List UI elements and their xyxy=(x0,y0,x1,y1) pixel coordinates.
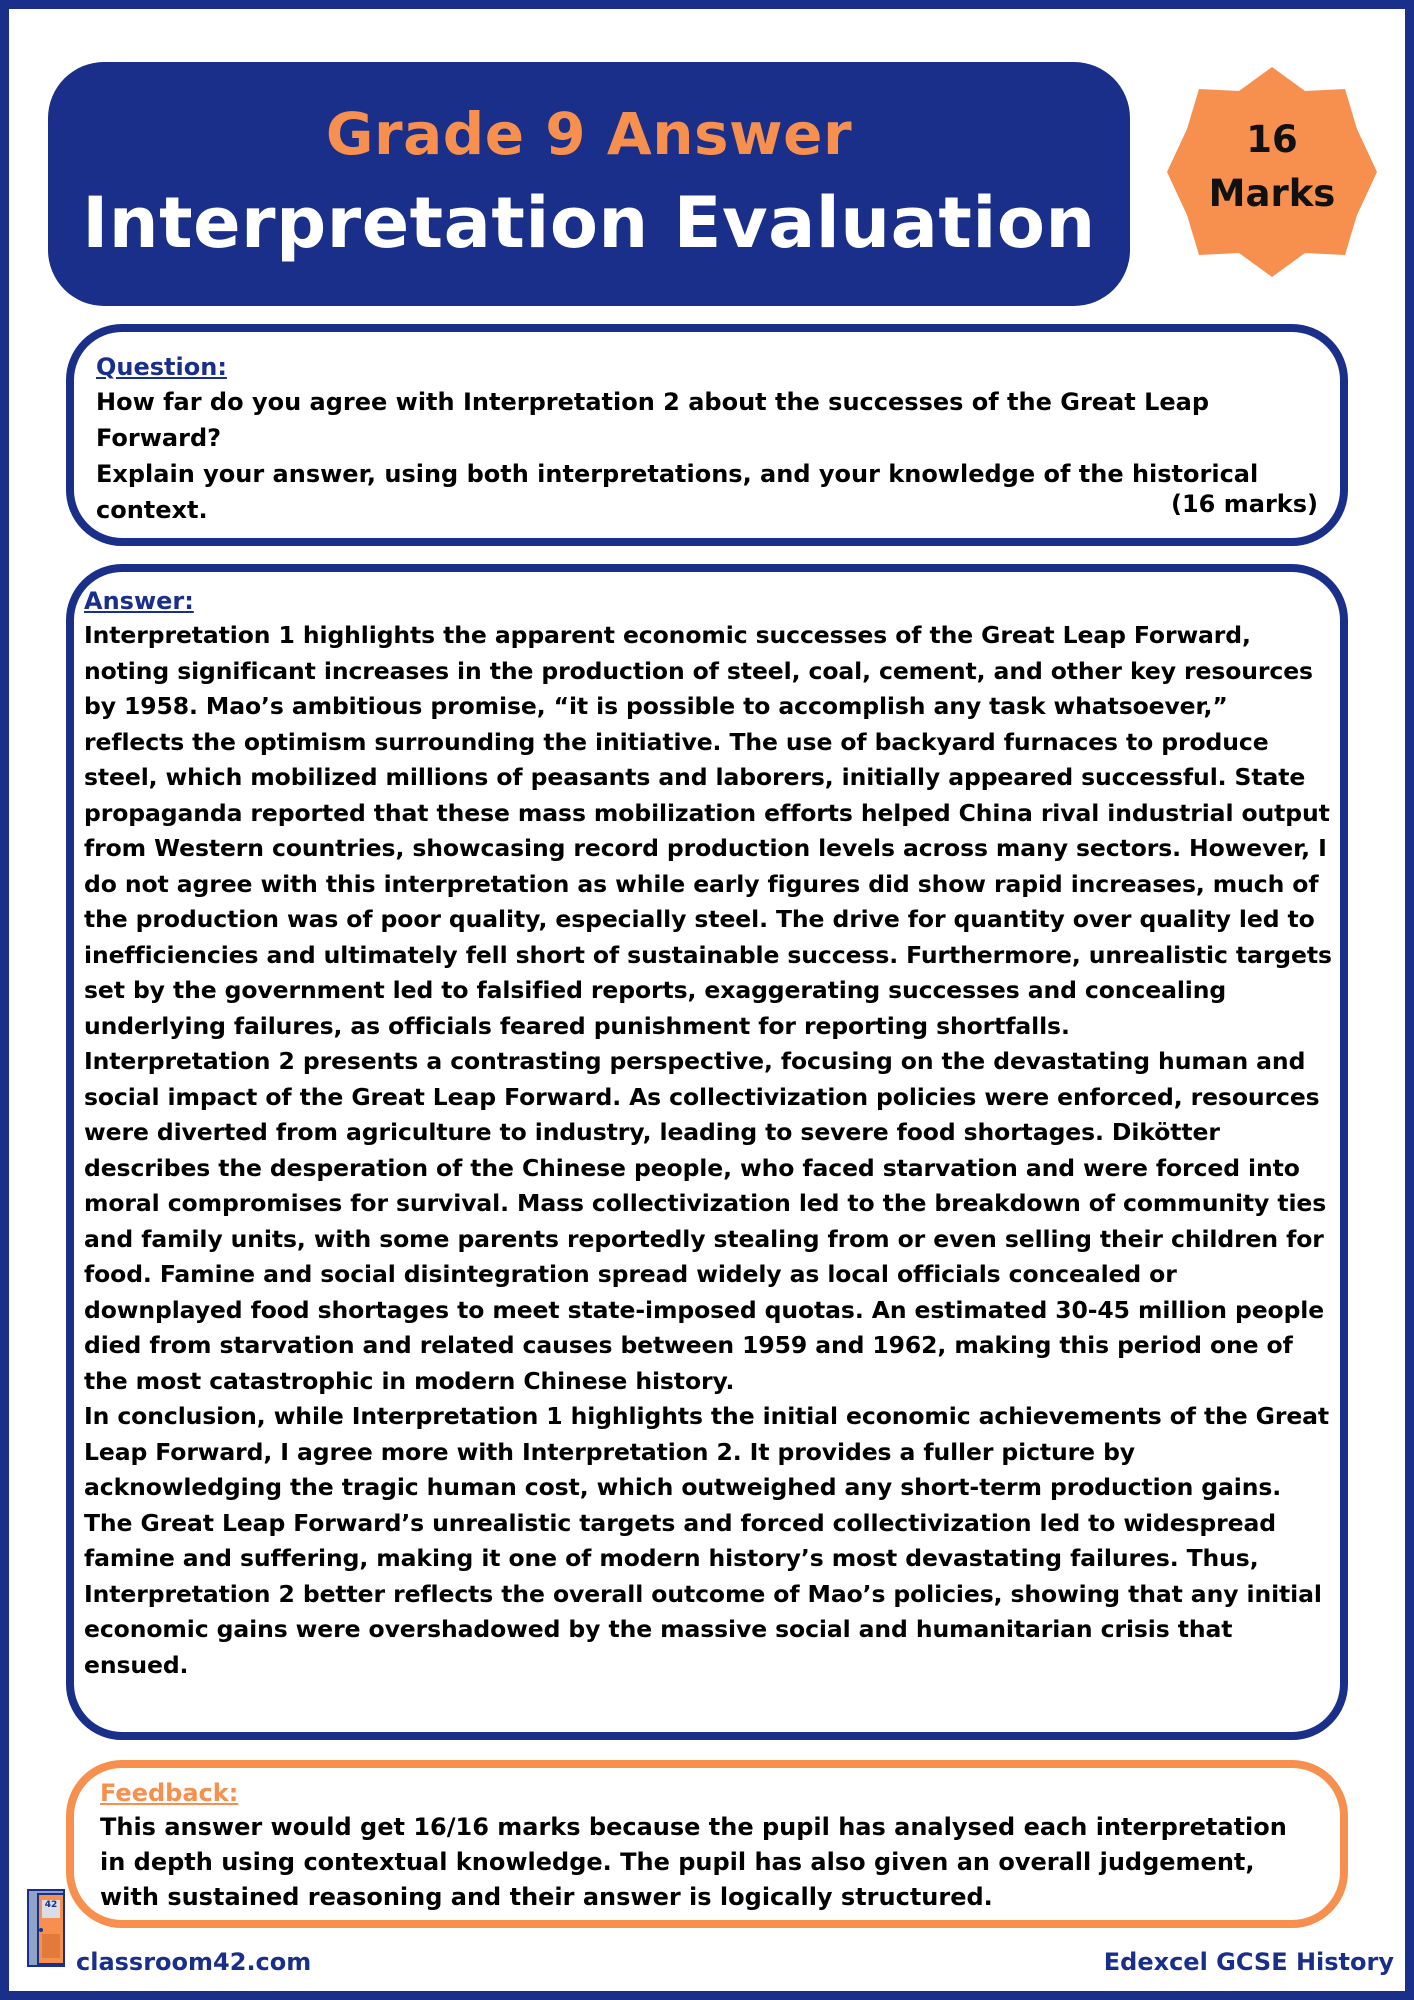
question-marks: (16 marks) xyxy=(1171,490,1318,518)
feedback-text: This answer would get 16/16 marks because the pupil has analysed each interpretation in depth using contextual knowledge. The pupil has also given an overall judgement, with sustained reasoning and their answer is logically structured. xyxy=(100,1813,1287,1911)
page-subtitle: Grade 9 Answer xyxy=(325,100,853,168)
marks-badge-text xyxy=(1165,113,1379,221)
course-label: Edexcel GCSE History xyxy=(1103,1948,1394,1976)
answer-paragraph-2: Interpretation 2 presents a contrasting perspective, focusing on the devastating human and social impact of the Great Leap Forward. As collectivization policies were enforced, resources were diverted from agriculture to industry, leading to severe food shortages. Dikötter describes the desperation of the Chinese people, who faced starvation and were forced into moral compromises for survival. Mass collectivization led to the breakdown of community ties and family units, with some parents reportedly stealing from or even selling their children for food. Famine and social disintegration spread widely as local officials concealed or downplayed food shortages to meet state-imposed quotas. An estimated 30-45 million people died from starvation and related causes between 1959 and 1962, making this period one of the most catastrophic in modern Chinese history. xyxy=(84,1047,1327,1395)
question-label: Question: xyxy=(96,353,227,381)
answer-paragraph-1: Interpretation 1 highlights the apparent economic successes of the Great Leap Forward, noting significant increases in the production of steel, coal, cement, and other key resources by 1958. Mao’s ambitious promise, “it is possible to accomplish any task whatsoever,” reflects the optimism surrounding the initiative. The use of backyard furnaces to produce steel, which mobilized millions of peasants and laborers, initially appeared successful. State propaganda reported that these mass mobilization efforts helped China rival industrial output from Western countries, showcasing record production levels across many sectors. However, I do not agree with this interpretation as while early figures did show rapid increases, much of the production was of poor quality, especially steel. The drive for quantity over quality led to inefficiencies and ultimately fell short of sustainable success. Furthermore, unrealistic targets set by the government led to falsified reports, exaggerating successes and concealing underlying failures, as officials feared punishment for reporting shortfalls. xyxy=(84,621,1332,1040)
feedback-box xyxy=(66,1760,1348,1928)
question-box xyxy=(66,324,1348,546)
answer-paragraph-3: In conclusion, while Interpretation 1 highlights the initial economic achievements of the Great Leap Forward, I agree more with Interpretation 2. It provides a fuller picture by acknowledging the tragic human cost, which outweighed any short-term production gains. The Great Leap Forward’s unrealistic targets and forced collectivization led to widespread famine and suffering, making it one of modern history’s most devastating failures. Thus, Interpretation 2 better reflects the overall outcome of Mao’s policies, showing that any initial economic gains were overshadowed by the massive social and humanitarian crisis that ensued. xyxy=(84,1402,1330,1679)
title-banner xyxy=(48,62,1130,306)
question-line-2: Explain your answer, using both interpretations, and your knowledge of the historical context. xyxy=(96,460,1259,524)
site-link[interactable]: classroom42.com xyxy=(76,1948,312,1976)
door-logo-icon xyxy=(26,1888,70,1970)
marks-word: Marks xyxy=(1208,172,1336,215)
answer-content xyxy=(84,584,1334,1683)
answer-label: Answer: xyxy=(84,587,194,615)
logo-number: 42 xyxy=(44,1900,58,1910)
question-line-1: How far do you agree with Interpretation 2 about the successes of the Great Leap Forward? xyxy=(96,388,1210,452)
marks-badge xyxy=(1165,65,1379,279)
feedback-label: Feedback: xyxy=(100,1779,239,1807)
page-title: Interpretation Evaluation xyxy=(82,182,1096,264)
marks-number: 16 xyxy=(1246,118,1298,161)
